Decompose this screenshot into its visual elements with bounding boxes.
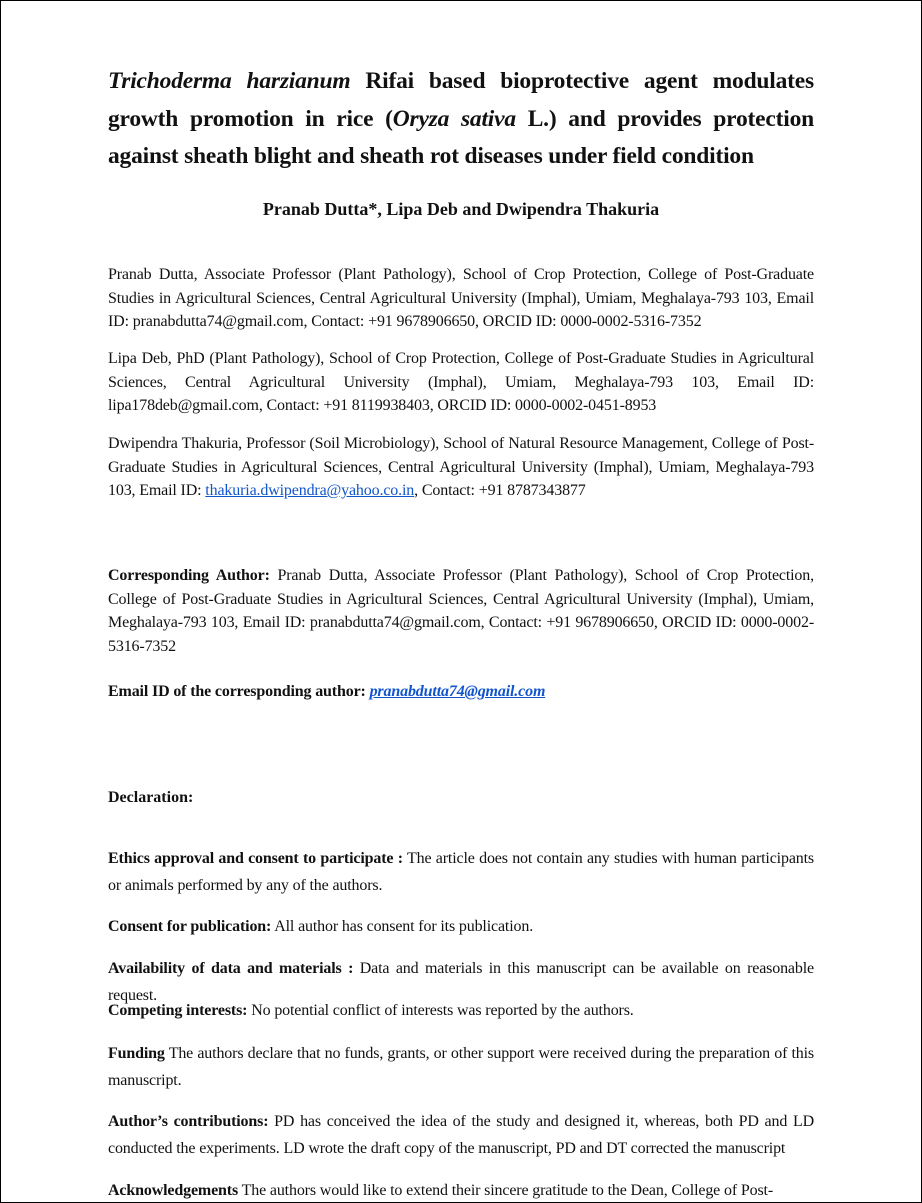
corresponding-email-label: Email ID of the corresponding author: [108, 683, 370, 700]
declaration-label: Consent for publication: [108, 918, 272, 935]
declaration-text: The authors declare that no funds, grants, or other support were received during the preparation of this manuscript. [108, 1045, 814, 1089]
corresponding-email-link[interactable]: pranabdutta74@gmail.com [369, 683, 546, 700]
declaration-label: Author’s contributions: [108, 1113, 269, 1130]
declaration-heading: Declaration: [108, 789, 194, 806]
declaration-label: Ethics approval and consent to participate : [108, 850, 403, 867]
title-italic-rice: Oryza sativa [392, 105, 516, 132]
title-text-part: Rifai based bioprotective agent modulates growth promotion in rice ( [108, 68, 814, 132]
declaration-text: The authors would like to extend their sincere gratitude to the Dean, College of Post- [238, 1182, 774, 1199]
declaration-label: Availability of data and materials : [108, 960, 354, 977]
affiliation-3-contact: , Contact: +91 8787343877 [414, 482, 586, 499]
declaration-consent [108, 914, 814, 941]
declaration-ethics [108, 846, 814, 899]
corresponding-author-block [108, 564, 814, 658]
affiliation-1: Pranab Dutta, Associate Professor (Plant Pathology), School of Crop Protection, College of Post-Graduate Studies in Agricultural Sciences, Central Agricultural University (Imphal), Umiam, Meghalaya-793 103, Email ID: pranabdutta74@gmail.com, Contact: +91 9678906650, ORCID ID: 0000-0002-5316-7352 [108, 266, 814, 330]
declaration-text: PD has conceived the idea of the study and designed it, whereas, both PD and LD conducted the experiments. LD wrote the draft copy of the manuscript, PD and DT corrected the manuscript [108, 1113, 814, 1157]
declaration-contributions [108, 1109, 814, 1162]
declaration-text: All author has consent for its publication. [271, 918, 534, 935]
declaration-label: Funding [108, 1045, 165, 1062]
corresponding-author-text: Pranab Dutta, Associate Professor (Plant Pathology), School of Crop Protection, College of Post-Graduate Studies in Agricultural Sciences, Central Agricultural University (Imphal), Umiam, Meghalaya-793 103, Email ID: pranabdutta74@gmail.com, Contact: +91 9678906650, ORCID ID: 0000-0002-5316-7352 [108, 567, 814, 655]
declaration-text: The article does not contain any studies with human participants or animals performed by any of the authors. [108, 850, 814, 894]
corresponding-author-label: Corresponding Author: [108, 567, 270, 584]
affiliation-2: Lipa Deb, PhD (Plant Pathology), School of Crop Protection, College of Post-Graduate Studies in Agricultural Sciences, Central Agricultural University (Imphal), Umiam, Meghalaya-793 103, Email ID: lipa178deb@gmail.com, Contact: +91 8119938403, ORCID ID: 0000-0002-0451-8953 [108, 350, 814, 414]
affiliation-3-text: Dwipendra Thakuria, Professor (Soil Microbiology), School of Natural Resource Management, College of Post-Graduate Studies in Agricultural Sciences, Central Agricultural University (Imphal), Umiam, Meghalaya-793 103, Email ID: [108, 435, 814, 499]
declaration-funding [108, 1041, 814, 1094]
author-list: Pranab Dutta*, Lipa Deb and Dwipendra Thakuria [262, 199, 660, 219]
declaration-competing [108, 998, 814, 1025]
affiliation-3 [108, 432, 814, 503]
title-italic-species: Trichoderma harzianum [108, 68, 351, 94]
title-text-part-end: L.) and provides protection against sheath blight and sheath rot diseases under field condition [108, 105, 814, 169]
declaration-text: No potential conflict of interests was reported by the authors. [247, 1002, 634, 1019]
declaration-label: Competing interests: [108, 1002, 248, 1019]
paper-title [108, 63, 814, 176]
declaration-text: Data and materials in this manuscript can be available on reasonable request. [108, 960, 814, 1004]
corresponding-email-line [108, 680, 814, 704]
affiliation-3-email-link[interactable]: thakuria.dwipendra@yahoo.co.in [205, 482, 415, 499]
declaration-acknowledgements [108, 1178, 814, 1203]
declaration-label: Acknowledgements [108, 1182, 239, 1199]
